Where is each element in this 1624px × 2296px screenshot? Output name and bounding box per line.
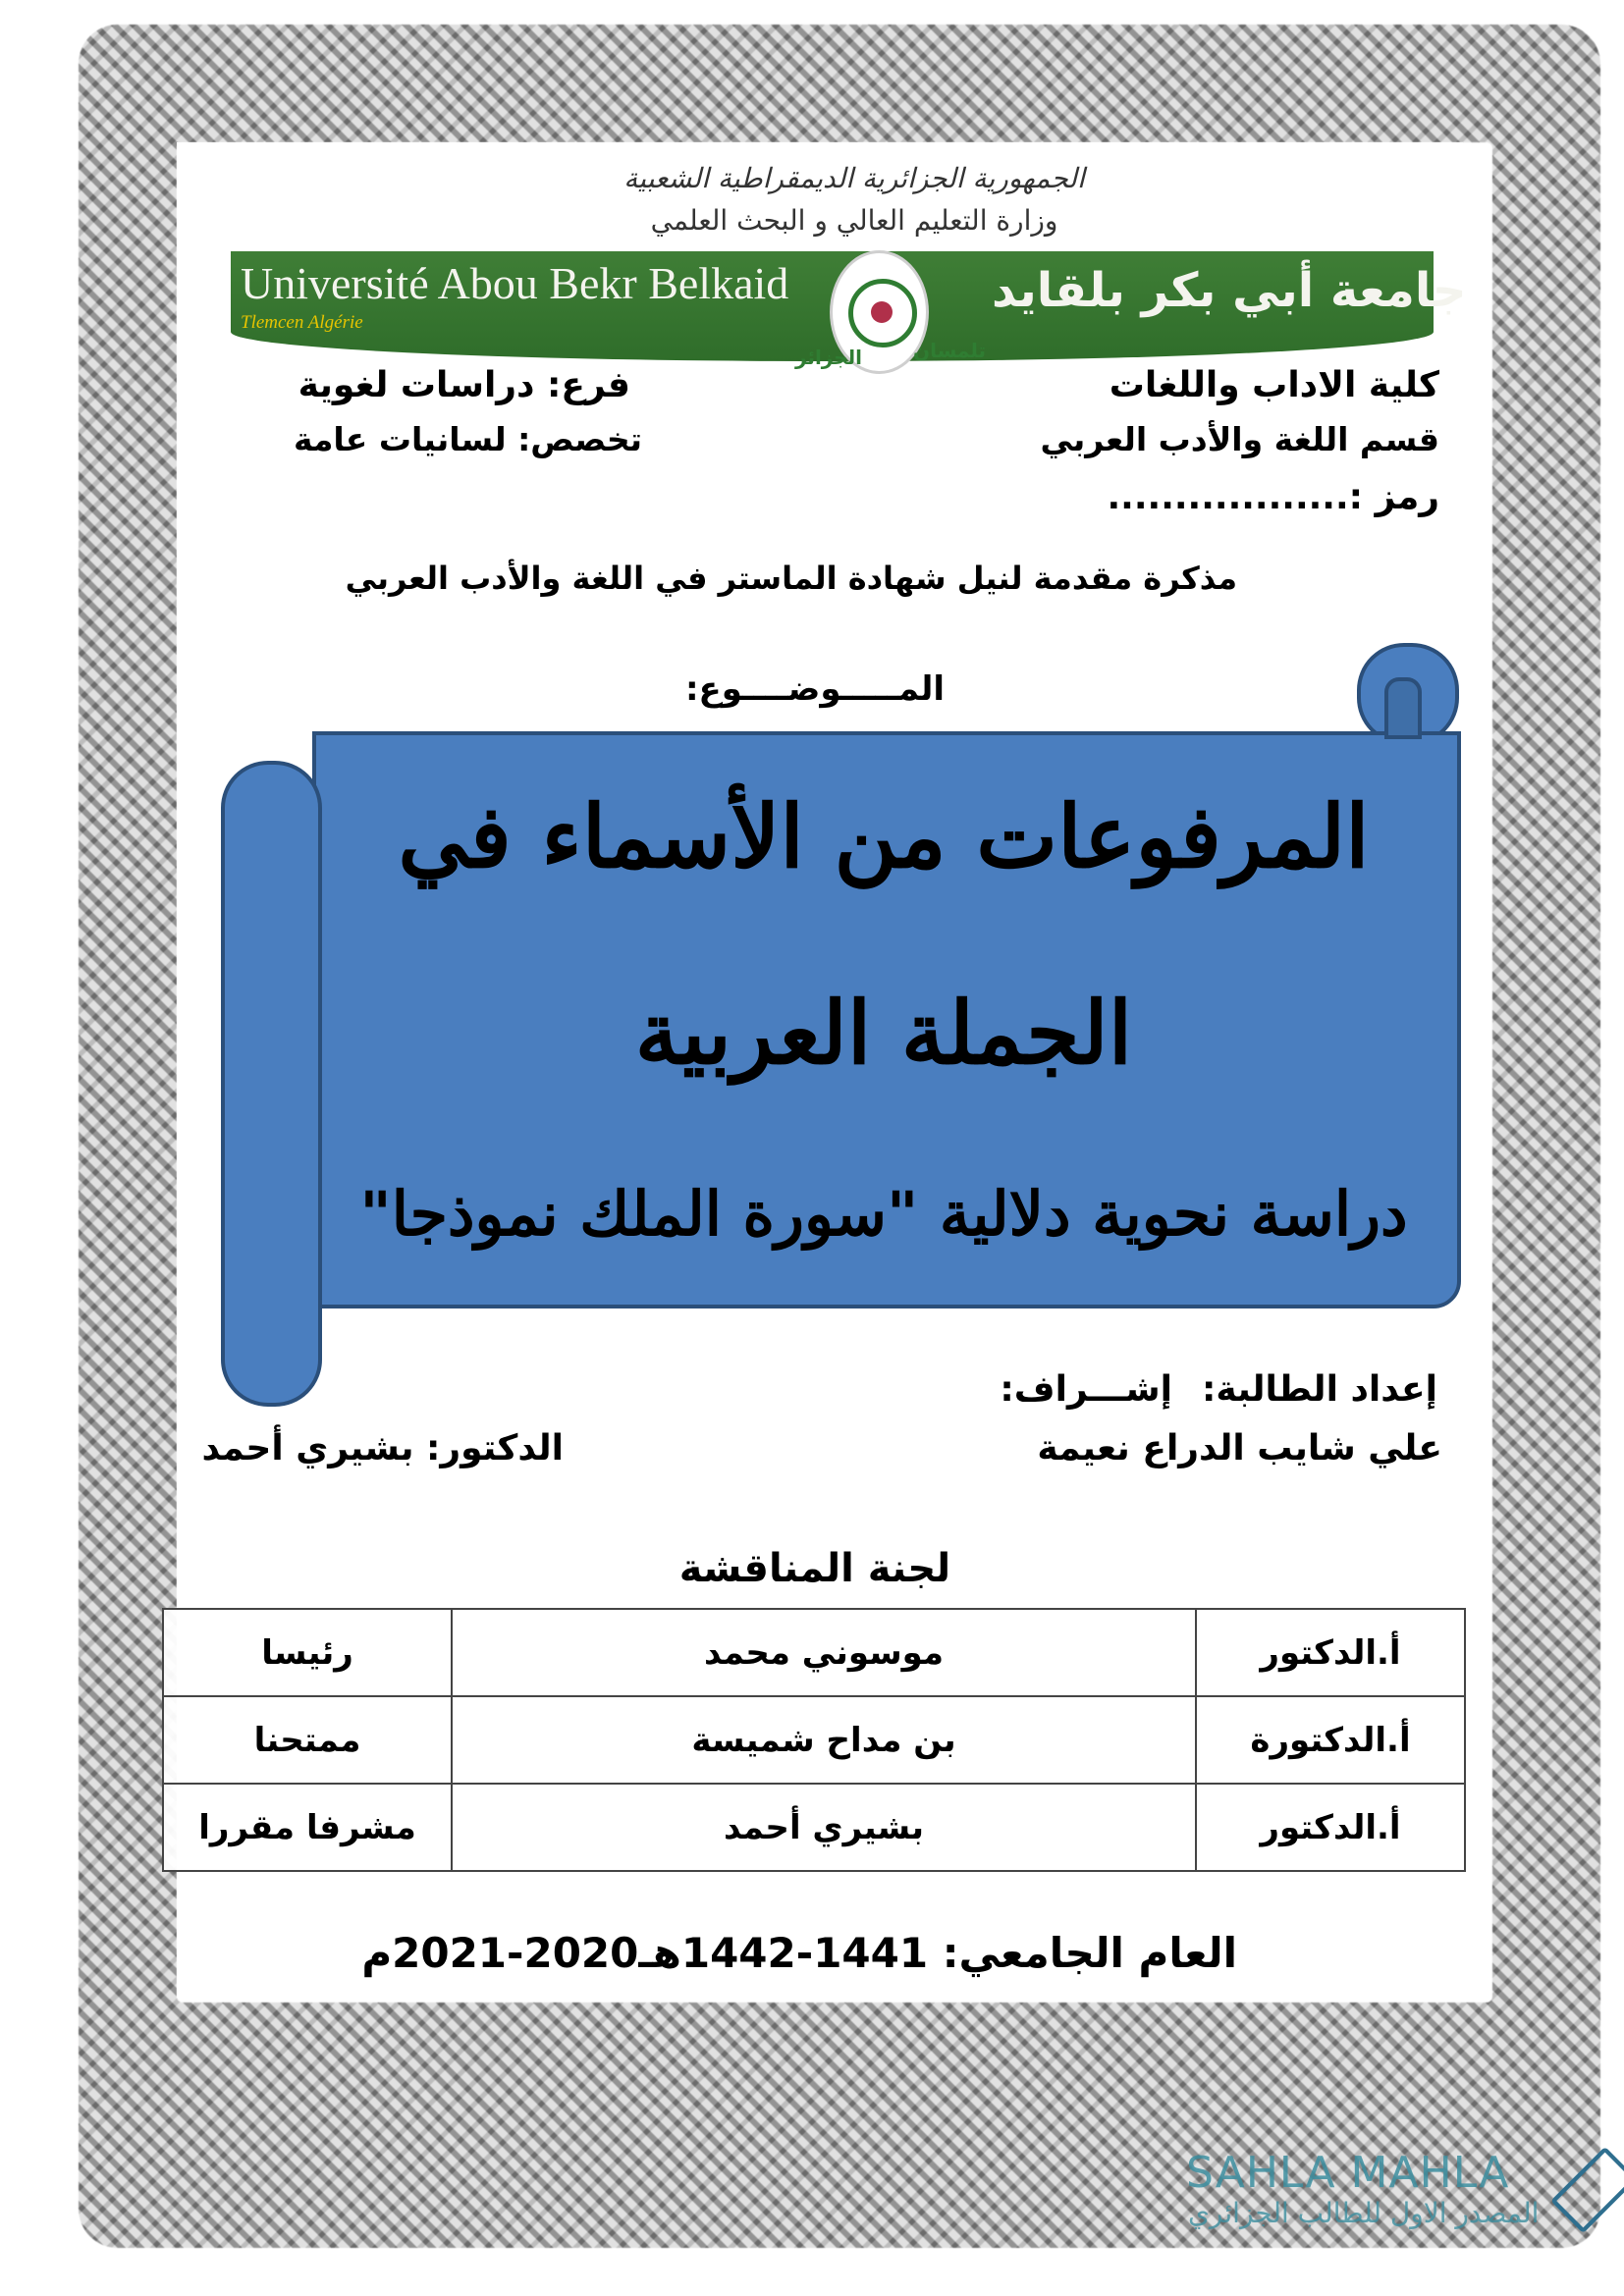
student-name: علي شايب الدراع نعيمة <box>1037 1428 1442 1468</box>
thesis-title-line1: المرفوعات من الأسماء في <box>398 785 1370 887</box>
committee-table <box>162 1608 1466 1872</box>
member-name: بن مداح شميسة <box>452 1696 1196 1784</box>
student-label: إعداد الطالبة: <box>1202 1369 1437 1410</box>
watermark-brand: SAHLA MAHLA <box>1186 2148 1510 2198</box>
code-field: رمز :.................. <box>1107 477 1439 517</box>
member-name: موسوني محمد <box>452 1609 1196 1696</box>
thesis-subtitle: دراسة نحوية دلالية "سورة الملك نموذجا" <box>359 1178 1408 1250</box>
specialty: تخصص: لسانيات عامة <box>293 420 642 458</box>
table-row <box>163 1609 1465 1696</box>
scroll-curl-left <box>221 761 322 1407</box>
table-row <box>163 1784 1465 1871</box>
member-name: بشيري أحمد <box>452 1784 1196 1871</box>
seal-city: تلمسان <box>913 339 987 362</box>
member-title: أ.الدكتور <box>1196 1609 1465 1696</box>
committee-title: لجنة المناقشة <box>678 1546 951 1591</box>
branch: فرع: دراسات لغوية <box>298 365 630 405</box>
supervisor-name: الدكتور: بشيري أحمد <box>201 1428 564 1468</box>
faculty: كلية الاداب واللغات <box>1109 365 1439 405</box>
member-role: مشرفا مقررا <box>163 1784 452 1871</box>
university-name-ar: جامعة أبي بكر بلقايد <box>992 263 1467 318</box>
university-location: Tlemcen Algérie <box>241 312 363 333</box>
university-name-fr: Université Abou Bekr Belkaid <box>241 258 789 308</box>
republic-header: الجمهورية الجزائرية الديمقراطية الشعبية <box>623 162 1085 194</box>
member-title: أ.الدكتور <box>1196 1784 1465 1871</box>
subject-label: المـــــوضــــوع: <box>684 669 946 709</box>
department: قسم اللغة والأدب العربي <box>1040 420 1439 458</box>
memo-statement: مذكرة مقدمة لنيل شهادة الماستر في اللغة والأدب العربي <box>345 560 1237 597</box>
member-title: أ.الدكتورة <box>1196 1696 1465 1784</box>
ministry-header: وزارة التعليم العالي و البحث العلمي <box>650 204 1058 237</box>
member-role: ممتحنا <box>163 1696 452 1784</box>
academic-year: العام الجامعي: 1441-1442هـ2020-2021م <box>361 1929 1237 1977</box>
thesis-title-line2: الجملة العربية <box>634 982 1133 1084</box>
table-row <box>163 1696 1465 1784</box>
seal-country: الجزائر <box>795 346 863 369</box>
supervision-label: إشـــراف: <box>1000 1369 1172 1410</box>
watermark-tagline: المصدر الاول للطالب الجزائري <box>1188 2197 1540 2229</box>
member-role: رئيسا <box>163 1609 452 1696</box>
scroll-curl-inner <box>1384 677 1422 739</box>
